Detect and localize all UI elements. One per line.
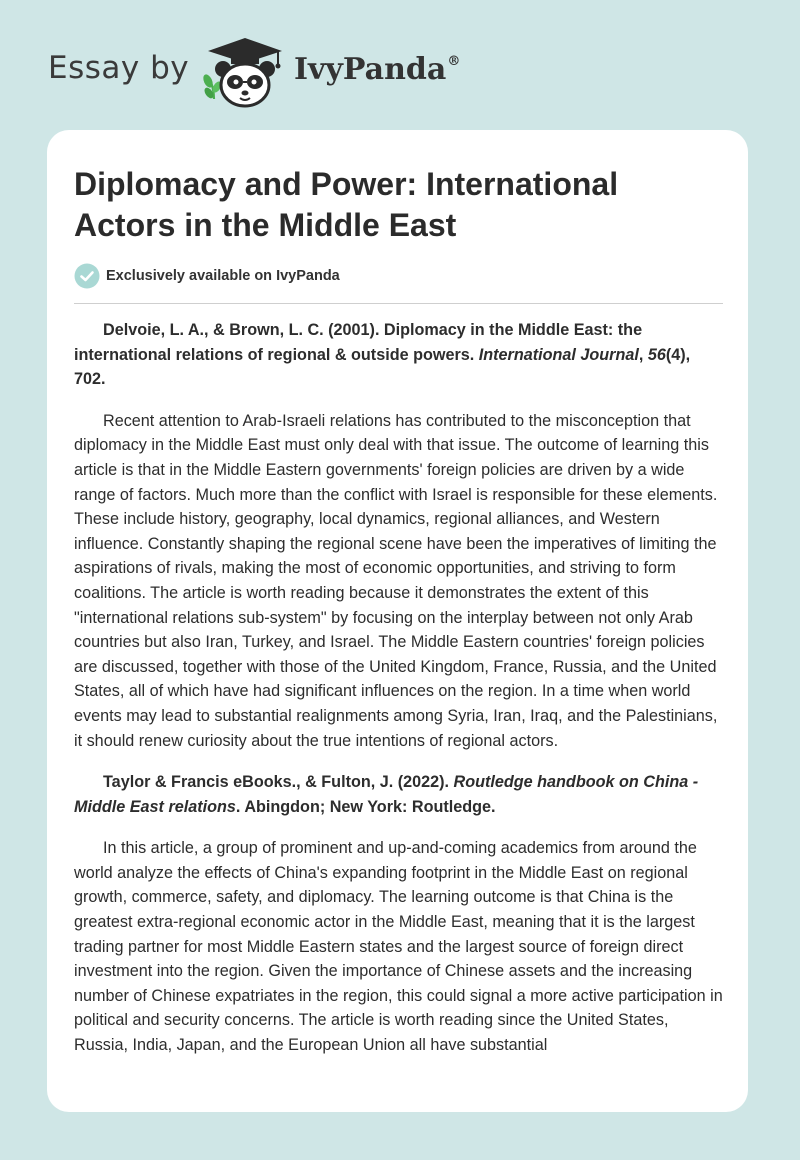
reference-1-sep: ,: [638, 345, 648, 364]
essay-card: [47, 130, 748, 1112]
brand-name[interactable]: [294, 52, 460, 87]
reference-1-authors: Delvoie, L. A., & Brown, L. C. (2001). Diplomacy in the Middle East: the international relations of regional & outside powers.: [74, 321, 643, 364]
divider: [74, 303, 723, 304]
badge-label: Exclusively available on IvyPanda: [106, 268, 340, 284]
reference-2-book: Routledge handbook on China - Middle East relations: [74, 773, 699, 816]
check-circle-icon: [74, 263, 100, 289]
paragraph-1: Recent attention to Arab-Israeli relations has contributed to the misconception that diplomacy in the Middle East must only deal with that issue. The outcome of learning this article is that in the Middle Eastern governments' foreign policies are driven by a wide range of factors. Much more than the conflict with Israel is responsible for these elements. These include history, geography, local dynamics, regional alliances, and Western influence. Constantly shaping the regional scene have been the imperatives of limiting the aspirations of rivals, making the most of economic opportunities, and striving to form coalitions. The article is worth reading because it demonstrates the extent of this "international relations sub-system" by focusing on the interplay between not only Arab countries but also Iran, Turkey, and Israel. The Middle Eastern countries' foreign policies are discussed, together with those of the United Kingdom, France, Russia, and the United States, all of which have had significant influences on the region. In a time when world events may lead to substantial realignments among Syria, Iran, Iraq, and the Palestinians, it should renew curiosity about the true intentions of regional actors.: [74, 411, 718, 750]
reference-2-authors: Taylor & Francis eBooks., & Fulton, J. (2022).: [103, 773, 454, 792]
panda-graduate-icon[interactable]: [200, 35, 290, 110]
essay-by-label: Essay by: [48, 50, 190, 86]
page-title: Diplomacy and Power: International Actors in the Middle East: [74, 166, 619, 243]
reference-2: [74, 770, 724, 819]
site-header: [0, 0, 800, 130]
brand-text: IvyPanda: [294, 52, 447, 87]
registered-mark: ®: [447, 54, 461, 69]
reference-1-rest: (4), 702.: [74, 345, 691, 389]
reference-1-volume: 56: [647, 345, 666, 364]
essay-body: [74, 318, 724, 1075]
reference-1: [74, 318, 724, 392]
reference-2-rest: . Abingdon; New York: Routledge.: [235, 797, 496, 816]
reference-1-journal: International Journal: [478, 345, 639, 364]
exclusive-badge: [74, 263, 340, 289]
paragraph-2: In this article, a group of prominent and up-and-coming academics from around the world analyze the effects of China's expanding footprint in the Middle East on regional growth, commerce, safety, and diplomacy. The learning outcome is that China is the greatest extra-regional economic actor in the Middle East, meaning that it is the largest trading partner for most Middle Eastern states and the largest source of foreign direct investment into the region. Given the importance of Chinese assets and the increasing number of Chinese expatriates in the region, this could signal a more active participation in political and security concerns. The article is worth reading since the United States, Russia, India, Japan, and the European Union all have substantial: [74, 839, 723, 1055]
